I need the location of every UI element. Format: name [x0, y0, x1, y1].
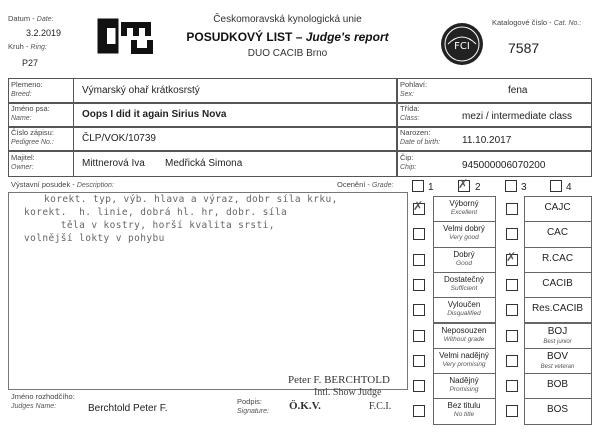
dog-name-value: Oops I did it again Sirius Nova [82, 109, 227, 120]
breed-box [8, 78, 397, 103]
grade-label [434, 401, 494, 419]
grade-checkbox[interactable] [413, 405, 425, 417]
description-line-1: korekt. typ, výb. hlava a výraz, dobr síla krku, [44, 194, 338, 205]
owner-value-1: Mittnerová Iva [82, 158, 145, 169]
catalog-number: 7587 [508, 40, 540, 56]
check-icon: ✗ [506, 249, 517, 264]
title-name: CACIB [542, 277, 573, 289]
grade-checkbox[interactable] [413, 279, 425, 291]
grade-name: Vyloučen [447, 300, 481, 310]
grade-name-en: Very promising [442, 360, 486, 368]
grade-name-en: Promising [449, 386, 479, 394]
divider [73, 127, 74, 150]
title-name-en: Best junior [543, 338, 572, 345]
grade-name: Velmi nadějný [439, 350, 489, 360]
description-label: Výstavní posudek - Description: [11, 180, 114, 189]
check-icon: ✗ [413, 199, 424, 213]
grade-checkbox[interactable] [413, 330, 425, 342]
rating-3-checkbox[interactable] [505, 180, 517, 192]
ring-value: P27 [22, 58, 39, 68]
title-name: CAJC [544, 202, 571, 213]
grade-name-en: Sufficient [450, 284, 478, 292]
sex-label: Pohlaví: Sex: [400, 80, 428, 98]
rating-1-checkbox[interactable] [412, 180, 424, 192]
title-checkbox[interactable] [506, 380, 518, 392]
owner-value-2: Medřická Simona [165, 158, 243, 169]
title-checkbox[interactable] [506, 330, 518, 342]
date-value: 3.2.2019 [26, 28, 62, 38]
grade-label [434, 224, 494, 242]
catalog-label: Katalogové číslo - Cat. No.: [492, 18, 582, 27]
title-label [525, 327, 590, 347]
title-checkbox[interactable] [506, 405, 518, 417]
title-checkbox[interactable] [506, 304, 518, 316]
grade-label [434, 275, 494, 293]
grade-name-en: No title [453, 411, 475, 419]
fci-logo [440, 22, 484, 66]
title-label [525, 203, 590, 213]
title-checkbox[interactable] [506, 228, 518, 240]
title-name: CAC [546, 227, 569, 239]
stamp-line-1: Peter F. BERCHTOLD [288, 374, 390, 386]
title-checkbox[interactable] [506, 279, 518, 291]
rating-4-label: 4 [566, 182, 572, 193]
grade-checkbox[interactable] [413, 254, 425, 266]
title-label [525, 254, 590, 264]
breed-label: Plemeno: Breed: [11, 80, 43, 98]
grade-name: Bez titulu [447, 401, 481, 411]
pedigree-label: Číslo zápisu: Pedigree No.: [11, 128, 54, 146]
rating-4-checkbox[interactable] [550, 180, 562, 192]
rating-2-check-icon: ✗ [458, 177, 469, 191]
grade-label [434, 351, 494, 369]
event-name: DUO CACIB Brno [247, 48, 328, 59]
title-label [525, 352, 590, 372]
title-name-en: Best veteran [540, 363, 575, 370]
grade-name: Neposouzen [441, 325, 487, 335]
ring-label: Kruh - Ring: [8, 42, 47, 51]
grade-label [434, 250, 494, 268]
title-name: Res.CACIB [531, 303, 584, 315]
grade-name-en: Excellent [450, 209, 478, 216]
title-checkbox[interactable] [506, 355, 518, 367]
title-name: BOV [546, 350, 569, 362]
title-name: BOB [546, 379, 569, 391]
cmku-logo [95, 14, 161, 58]
dob-label: Narozen: Date of birth: [400, 128, 441, 146]
name-label: Jméno psa: Name: [11, 104, 50, 122]
grade-checkbox[interactable] [413, 228, 425, 240]
grade-label [434, 199, 494, 217]
grade-label [434, 326, 494, 344]
grade-label [434, 300, 494, 318]
rating-2-label: 2 [475, 182, 481, 193]
fci-logo-text: FCI [454, 41, 470, 52]
signature-label: Podpis: Signature: [237, 397, 269, 415]
title-label [525, 380, 590, 390]
grade-name: Výborný [449, 199, 479, 208]
divider [73, 78, 74, 102]
title-label [525, 228, 590, 238]
grade-name: Velmi dobrý [443, 224, 485, 234]
grade-checkbox[interactable] [413, 380, 425, 392]
pedigree-value: ČLP/VOK/10739 [82, 133, 156, 144]
chip-label: Čip: Chip: [400, 153, 417, 171]
pedigree-box [8, 127, 397, 151]
grade-label [434, 376, 494, 394]
description-line-4: volnější lokty v pohybu [24, 233, 165, 244]
sex-value: fena [508, 85, 528, 96]
judge-value: Berchtold Peter F. [88, 403, 168, 414]
title-checkbox[interactable] [506, 203, 518, 215]
stamp-fci: F.C.I. [369, 401, 392, 412]
grade-name-en: Without grade [443, 335, 485, 343]
description-line-3: těla v kostry, horší kvalita srsti, [24, 220, 275, 231]
title-name: BOJ [547, 325, 568, 337]
grade-name-en: Good [456, 259, 472, 267]
class-value: mezi / intermediate class [462, 111, 573, 122]
title-name: BOS [546, 404, 569, 416]
grade-name: Dostatečný [443, 274, 485, 284]
rating-3-label: 3 [521, 182, 527, 193]
grade-name-en: Very good [449, 234, 479, 242]
title-name: R.CAC [541, 252, 574, 264]
owner-label: Majitel: Owner: [11, 153, 35, 171]
class-label: Třída: Class: [400, 104, 420, 122]
description-line-2: korekt. h. linie, dobrá hl. hr, dobr. síla [24, 207, 288, 218]
grade-name-en: Disqualified [447, 310, 481, 318]
judge-label: Jméno rozhodčího: Judges Name: [11, 392, 75, 410]
grade-label: Ocenění - Grade: [337, 180, 394, 189]
grade-checkbox[interactable] [413, 304, 425, 316]
divider [73, 103, 74, 126]
title-label [525, 279, 590, 289]
stamp-okv: Ö.K.V. [289, 400, 321, 412]
date-label: Datum - Date: [8, 14, 54, 23]
stamp-line-2: Intl. Show Judge [314, 387, 382, 398]
chip-value: 945000006070200 [462, 160, 546, 171]
grade-name: Nadějný [449, 376, 479, 386]
breed-value: Výmarský ohař krátkosrstý [82, 85, 200, 96]
rating-1-label: 1 [428, 182, 434, 193]
org-name: Českomoravská kynologická unie [213, 14, 362, 25]
grade-name: Dobrý [453, 249, 475, 259]
form-title: POSUDKOVÝ LIST – Judge's report [186, 30, 389, 44]
grade-checkbox[interactable] [413, 355, 425, 367]
title-label [525, 304, 590, 314]
divider [73, 151, 74, 176]
title-label [525, 405, 590, 415]
dob-value: 11.10.2017 [462, 135, 512, 146]
